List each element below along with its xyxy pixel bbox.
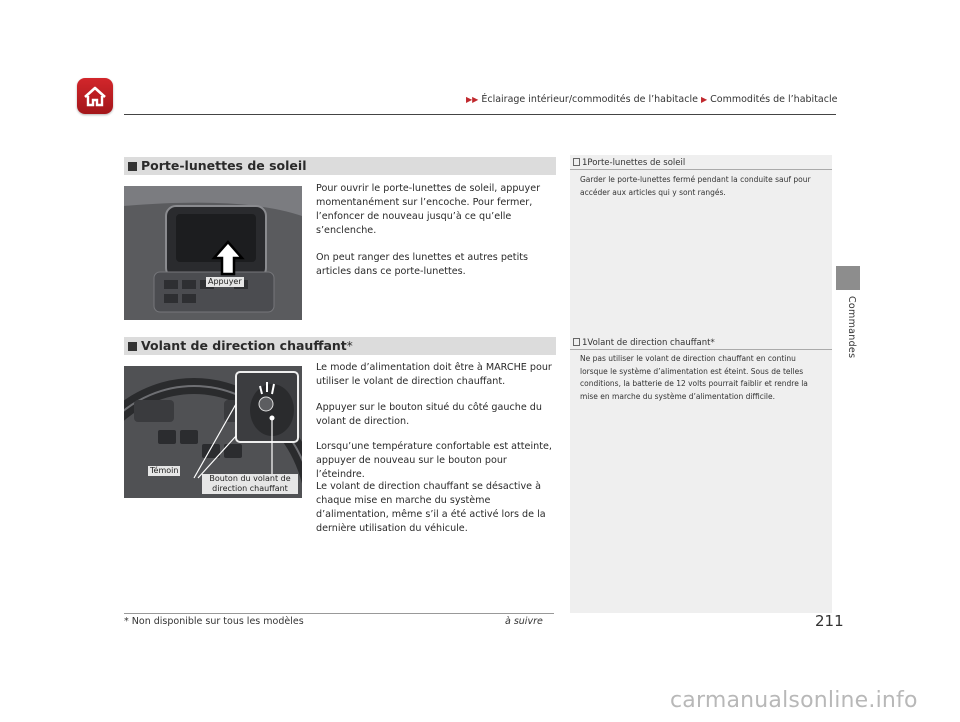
callout-indicator: Témoin [150, 466, 179, 475]
paragraph: Le mode d’alimentation doit être à MARCHE pour utiliser le volant de direction chauffant. [316, 362, 552, 387]
breadcrumb-arrow-icon: ▶ [700, 95, 708, 104]
home-button[interactable] [77, 78, 113, 114]
note-text: Ne pas utiliser le volant de direction chauffant en continu lorsque le système d’alimentation est éteint. Sous de telles conditions, la batterie de 12 volts pourrait faiblir et rendre la mise en marche du système d’alimentation difficile. [580, 354, 808, 401]
footnote: * Non disponible sur tous les modèles [124, 616, 304, 627]
footnote-star: * [346, 339, 353, 353]
section-square-icon [128, 342, 137, 351]
breadcrumb-arrow-icon: ▶▶ [466, 95, 479, 104]
note-title-heated-wheel[interactable]: 1Volant de direction chauffant* [573, 338, 715, 348]
chapter-tab[interactable] [836, 266, 860, 290]
home-icon [77, 78, 113, 114]
paragraph: Le volant de direction chauffant se désactive à chaque mise en marche du système d’alimentation, même s’il a été activé lors de la dernière utilisation du véhicule. [316, 481, 546, 534]
paragraph: Lorsqu’une température confortable est atteinte, appuyer de nouveau sur le bouton pour l’éteindre. [316, 441, 552, 480]
chapter-tab-label: Commandes [846, 296, 857, 359]
section-square-icon [128, 162, 137, 171]
header-divider [124, 114, 836, 115]
paragraph: On peut ranger des lunettes et autres petits articles dans ce porte-lunettes. [316, 252, 528, 277]
section-title-sunglasses [124, 157, 556, 175]
paragraph: Pour ouvrir le porte-lunettes de soleil, appuyer momentanément sur l’encoche. Pour fermer, l’enfoncer de nouveau jusqu’à ce qu’elle s’enclenche. [316, 183, 541, 236]
paragraph: Appuyer sur le bouton situé du côté gauche du volant de direction. [316, 402, 542, 427]
footer-divider [124, 613, 554, 614]
section-title-text: Porte-lunettes de soleil [141, 158, 307, 173]
note-divider [570, 169, 832, 170]
note-ref-icon [573, 158, 580, 166]
note-title-sunglasses[interactable]: 1Porte-lunettes de soleil [573, 158, 685, 168]
section-title-text: Volant de direction chauffant [141, 338, 347, 353]
page-number: 211 [815, 612, 844, 630]
note-ref-icon [573, 338, 580, 346]
callout-push: Appuyer [208, 277, 242, 286]
watermark: carmanualsonline.info [670, 688, 918, 713]
breadcrumb-item-2[interactable]: Commodités de l’habitacle [710, 94, 838, 105]
continue-label: à suivre [505, 616, 543, 627]
breadcrumb [466, 94, 837, 105]
breadcrumb-item-1[interactable]: Éclairage intérieur/commodités de l’habitacle [481, 94, 698, 105]
note-text: Garder le porte-lunettes fermé pendant la conduite sauf pour accéder aux articles qui y sont rangés. [580, 175, 811, 197]
section-title-heated-wheel [124, 337, 556, 355]
callout-heated-wheel-button: Bouton du volant de direction chauffant [202, 474, 298, 494]
sunglasses-holder-image [124, 186, 302, 320]
note-divider [570, 349, 832, 350]
